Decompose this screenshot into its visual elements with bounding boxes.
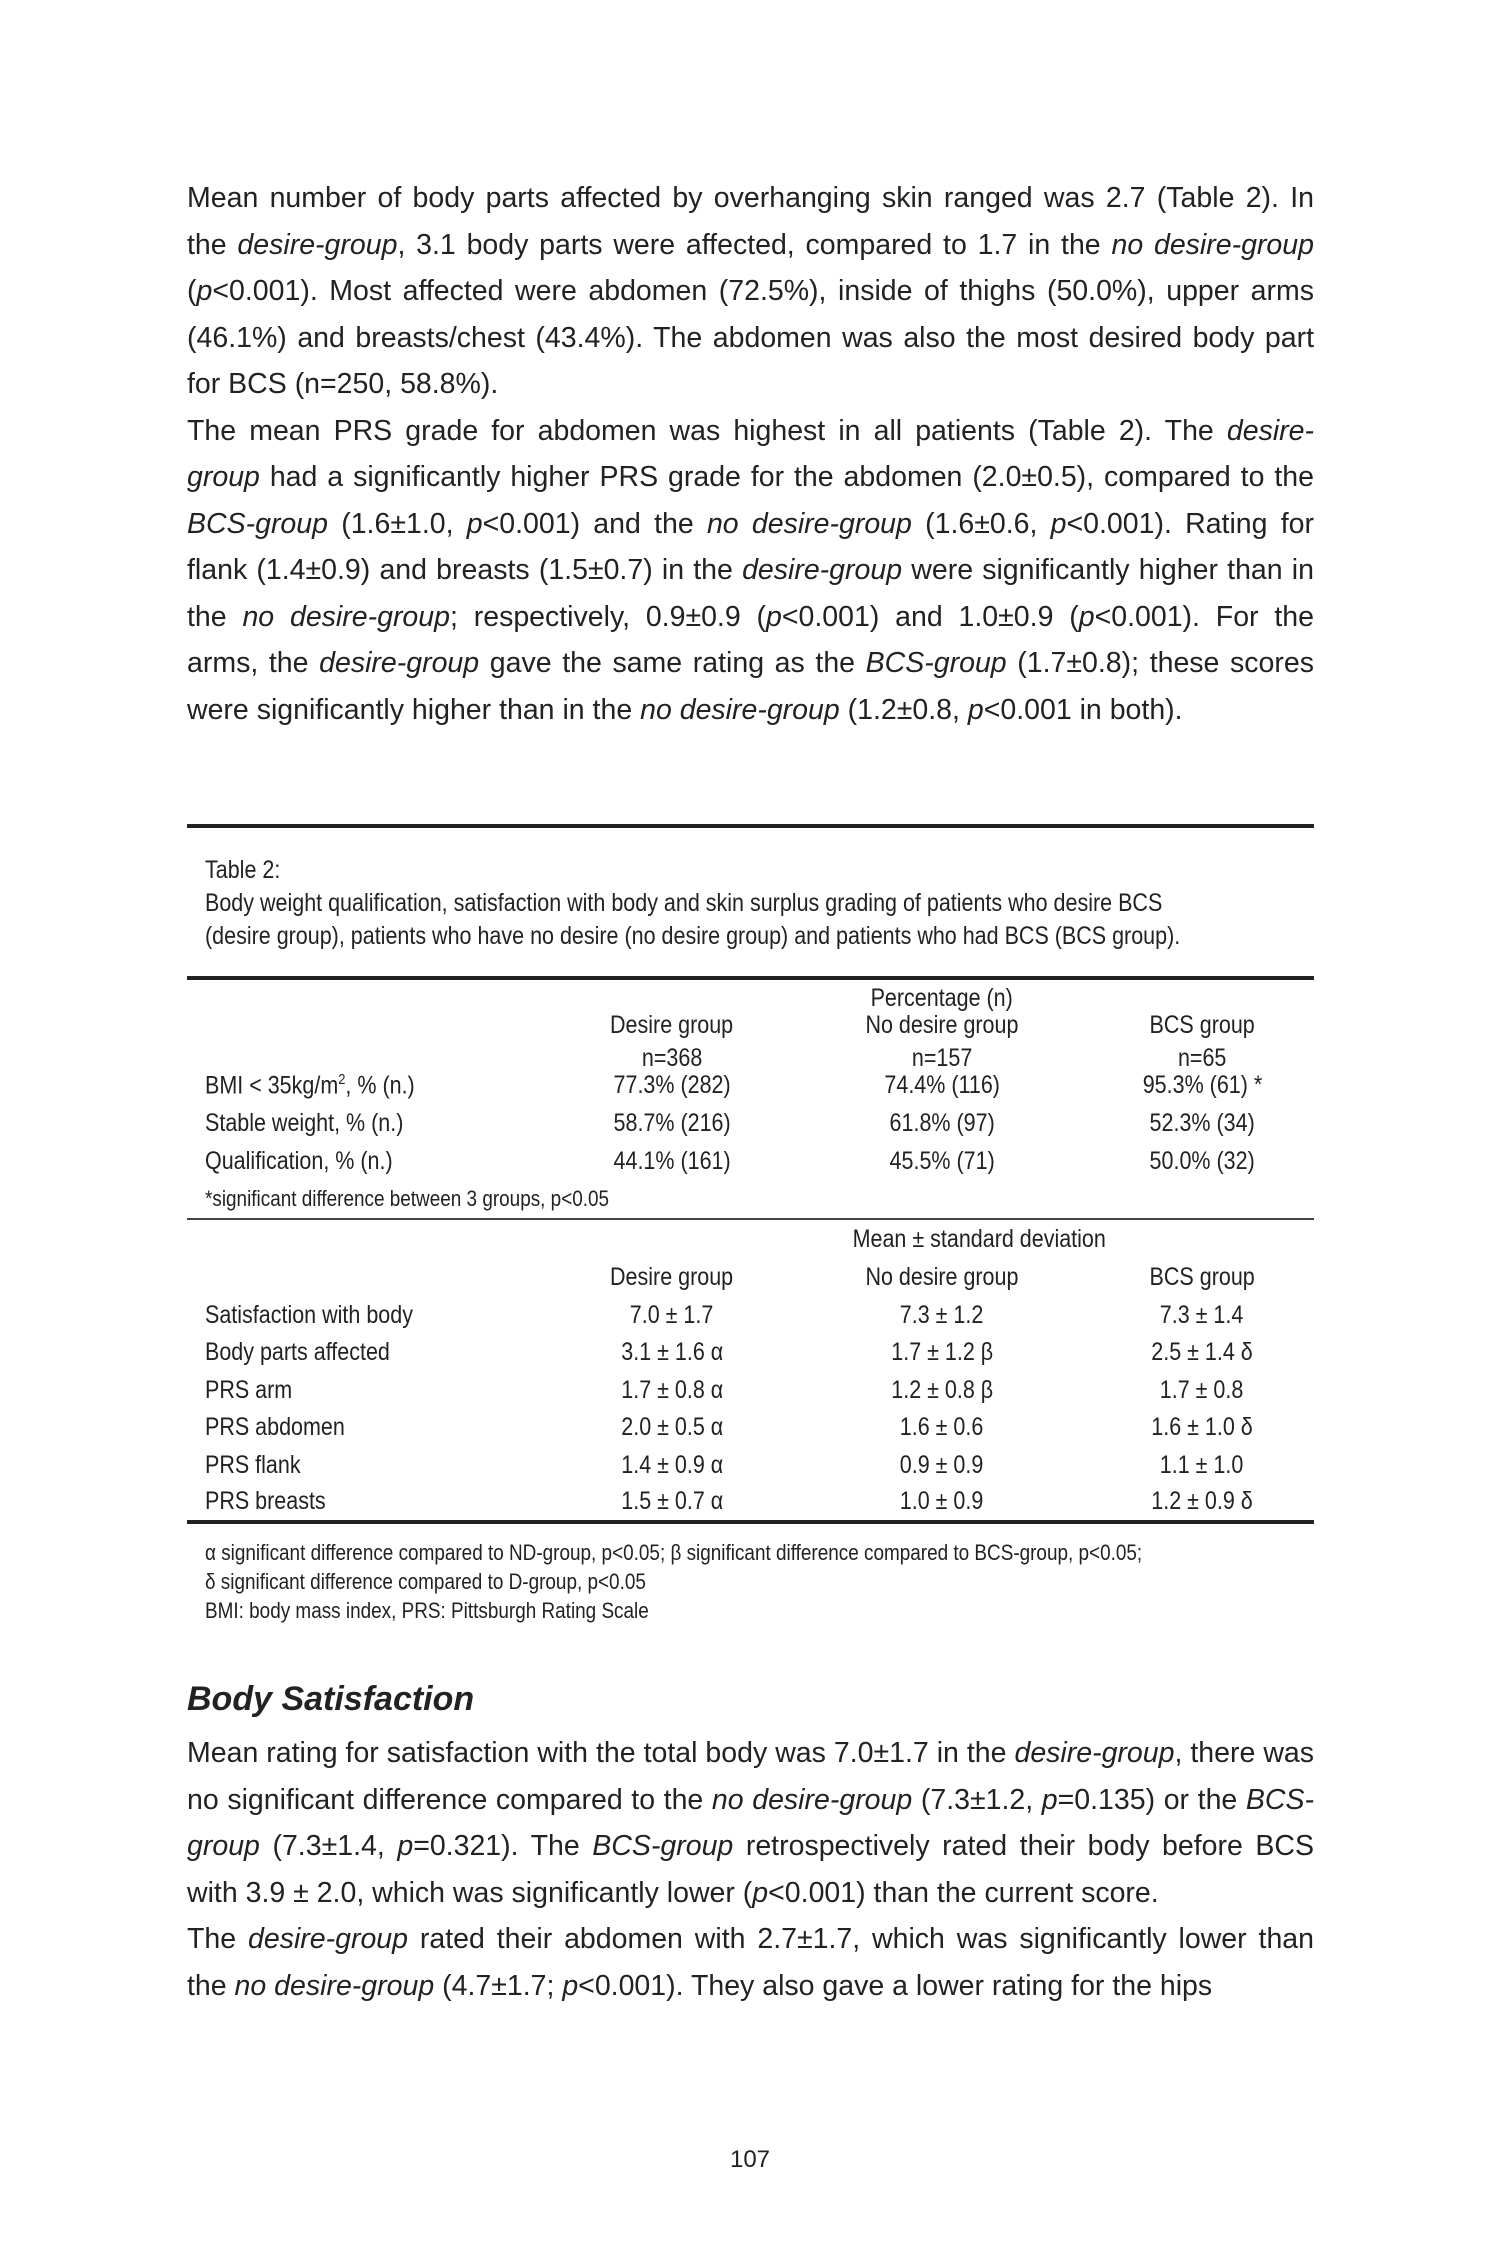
text-span: The [187,1923,248,1955]
table-row [187,1109,1314,1146]
column-header-no-desire: No desire group [865,1011,1019,1039]
table-significance-note: *significant difference between 3 groups, p<0.05 [205,1186,610,1211]
table-2 [187,824,1314,1634]
section-header-percentage: Percentage (n) [870,984,1014,1012]
column-header-desire: Desire group [610,1011,734,1039]
column-header-bcs: BCS group [1149,1011,1255,1039]
table-cell: 52.3% (34) [1149,1109,1255,1137]
table-footnotes [205,1538,1295,1625]
table-caption-line: Body weight qualification, satisfaction with body and skin surplus grading of patients who desire BCS [205,889,1163,917]
italic-term: no desire-group [640,693,840,726]
table-cell: 2.5 ± 1.4 δ [1151,1338,1253,1366]
text-span: (1.6±0.6, [911,507,1051,540]
italic-term: p [196,275,213,307]
table-header-rule [187,976,1314,980]
column-header-no-desire: No desire group [865,1263,1019,1291]
italic-term: no desire-group [234,1969,435,2002]
table-cell: 1.2 ± 0.9 δ [1151,1487,1253,1515]
text-span: (1.7±0.8); these scores were significantly higher than in the [187,647,1314,726]
row-label: Body parts affected [205,1338,390,1366]
text-span: (7.3±1.2, [912,1783,1042,1816]
table-row [187,1487,1314,1524]
italic-term: desire-group [1014,1737,1175,1769]
italic-term: p [1050,507,1067,540]
text-span: =0.321). The [413,1830,593,1862]
italic-term: desire-group [187,414,1314,493]
table-cell: 44.1% (161) [613,1147,731,1175]
text-span: , there was no significant difference compared to the [187,1737,1314,1816]
table-row [187,1338,1314,1375]
row-label: Qualification, % (n.) [205,1147,393,1175]
table-section2-header [187,1225,1314,1262]
table-cell: 1.6 ± 1.0 δ [1151,1413,1253,1441]
table-cell: 58.7% (216) [613,1109,731,1137]
paragraph-body-parts [187,175,1314,408]
italic-term: no desire-group [242,600,450,633]
row-label: Satisfaction with body [205,1301,413,1329]
italic-term: p [466,507,483,540]
row-label: PRS abdomen [205,1413,345,1441]
row-label: PRS breasts [205,1487,326,1515]
table-row [187,1147,1314,1184]
italic-term: BCS-group [865,647,1007,679]
text-span: =0.135) or the [1057,1783,1246,1816]
italic-term: desire-group [248,1923,409,1955]
table-group-headers [187,1263,1314,1300]
table-footnote: α significant difference compared to ND-group, p<0.05; β significant difference compared to BCS-group, p<0.05; [205,1540,1143,1565]
table-cell: 77.3% (282) [613,1071,731,1099]
text-span: retrospectively rated their body before BCS with 3.9 ± 2.0, which was significantly lower ( [187,1830,1315,1909]
text-span: were significantly higher than in the [187,554,1314,633]
row-label-bmi [205,1071,415,1100]
table-cell: 1.0 ± 0.9 [900,1487,984,1515]
paragraph-abdomen-rating [187,1916,1314,2009]
italic-term: no desire-group [706,507,912,540]
results-text-bottom [187,1730,1314,2009]
bmi-label-unit: , % (n.) [345,1071,415,1100]
table-cell: 0.9 ± 0.9 [900,1451,984,1479]
text-span: <0.001) than the current score. [768,1876,1159,1909]
table-cell: 7.3 ± 1.2 [900,1301,984,1329]
column-header-desire: Desire group [610,1263,734,1291]
table-caption-line: (desire group), patients who have no desire (no desire group) and patients who had BCS (BCS group). [205,922,1181,950]
table-cell: 1.7 ± 0.8 α [621,1376,723,1404]
italic-term: desire-group [742,554,903,586]
table-cell: 61.8% (97) [889,1109,995,1137]
row-label: Stable weight, % (n.) [205,1109,404,1137]
italic-term: BCS-group [187,1783,1314,1862]
paragraph-prs-grade [187,408,1314,734]
row-label: PRS arm [205,1376,293,1404]
italic-term: p [562,1969,579,2002]
table-cell: 74.4% (116) [884,1071,1000,1099]
table-footnote: BMI: body mass index, PRS: Pittsburgh Rating Scale [205,1598,649,1623]
text-span: rated their abdomen with 2.7±1.7, which was significantly lower than the [187,1923,1315,2002]
text-span: Mean number of body parts affected by overhanging skin ranged was 2.7 (Table 2). In the [187,182,1314,261]
italic-term: no desire-group [711,1783,913,1816]
table-row [187,1301,1314,1338]
section-heading-body-satisfaction: Body Satisfaction [187,1680,475,1718]
text-span: <0.001). Most affected were abdomen (72.5%), inside of thighs (50.0%), upper arms (46.1%) and breasts/chest (43.4%). The abdomen was also the most desired body part for BCS (n=250, 58.8%). [187,275,1314,400]
column-n-no-desire: n=157 [911,1044,973,1072]
table-cell: 2.0 ± 0.5 α [621,1413,723,1441]
text-span: had a significantly higher PRS grade for the abdomen (2.0±0.5), compared to the [259,461,1314,493]
results-text-top [187,175,1314,733]
text-span: <0.001). They also gave a lower rating for the hips [578,1969,1213,2002]
page-number: 107 [729,2146,771,2173]
row-label: PRS flank [205,1451,301,1479]
section-header-mean-sd: Mean ± standard deviation [852,1225,1106,1253]
text-span: (7.3±1.4, [259,1830,398,1862]
italic-term: BCS-group [187,507,328,540]
column-header-bcs: BCS group [1149,1263,1255,1291]
italic-term: p [1041,1783,1058,1816]
table-cell: 50.0% (32) [1149,1147,1255,1175]
table-cell: 45.5% (71) [889,1147,995,1175]
table-cell: 1.7 ± 1.2 β [891,1338,993,1366]
table-row [187,1451,1314,1488]
table-cell: 7.3 ± 1.4 [1160,1301,1244,1329]
text-span: ( [187,275,197,307]
table-row [187,1071,1314,1108]
text-span: <0.001). Rating for flank (1.4±0.9) and breasts (1.5±0.7) in the [187,507,1314,586]
italic-term: p [1078,600,1095,633]
table-cell: 95.3% (61) * [1142,1071,1262,1099]
italic-term: p [752,1876,769,1909]
column-n-bcs: n=65 [1177,1044,1227,1072]
italic-term: desire-group [237,228,398,261]
table-footnote: δ significant difference compared to D-group, p<0.05 [205,1569,646,1594]
table-section-divider [187,1218,1314,1220]
text-span: <0.001 in both). [983,693,1183,726]
text-span: (1.6±1.0, [327,507,467,540]
text-span: <0.001) and 1.0±0.9 ( [781,600,1079,633]
column-n-desire: n=368 [641,1044,703,1072]
italic-term: BCS-group [592,1830,734,1862]
table-cell: 1.1 ± 1.0 [1160,1451,1244,1479]
bmi-label-text: BMI < 35kg/m [205,1071,339,1100]
bmi-label-superscript: 2 [338,1071,346,1088]
table-top-rule [187,824,1314,828]
table-row [187,1413,1314,1450]
italic-term: p [766,600,782,633]
text-span: Mean rating for satisfaction with the total body was 7.0±1.7 in the [187,1737,1015,1769]
text-span: gave the same rating as the [479,647,866,679]
table-group-headers [187,1011,1314,1048]
italic-term: p [967,693,984,726]
table-cell: 1.4 ± 0.9 α [621,1451,723,1479]
table-caption-title: Table 2: [205,856,281,884]
table-cell: 3.1 ± 1.6 α [621,1338,723,1366]
paragraph-total-body [187,1730,1314,1916]
table-cell: 1.7 ± 0.8 [1160,1376,1244,1404]
table-cell: 1.2 ± 0.8 β [891,1376,993,1404]
text-span: (4.7±1.7; [434,1969,563,2002]
text-span: The mean PRS grade for abdomen was highest in all patients (Table 2). The [187,414,1227,447]
table-bottom-rule [187,1520,1314,1524]
table-cell: 1.5 ± 0.7 α [621,1487,723,1515]
italic-term: p [397,1830,414,1862]
text-span: ; respectively, 0.9±0.9 ( [449,600,767,633]
text-span: , 3.1 body parts were affected, compared to 1.7 in the [397,228,1112,261]
table-cell: 7.0 ± 1.7 [630,1301,714,1329]
text-span: <0.001) and the [482,507,707,540]
italic-term: no desire-group [1111,228,1314,261]
italic-term: desire-group [319,647,480,679]
text-span: (1.2±0.8, [839,693,968,726]
table-row [187,1376,1314,1413]
table-caption [205,854,1180,953]
table-cell: 1.6 ± 0.6 [900,1413,984,1441]
text-span: <0.001). For the arms, the [187,600,1314,679]
